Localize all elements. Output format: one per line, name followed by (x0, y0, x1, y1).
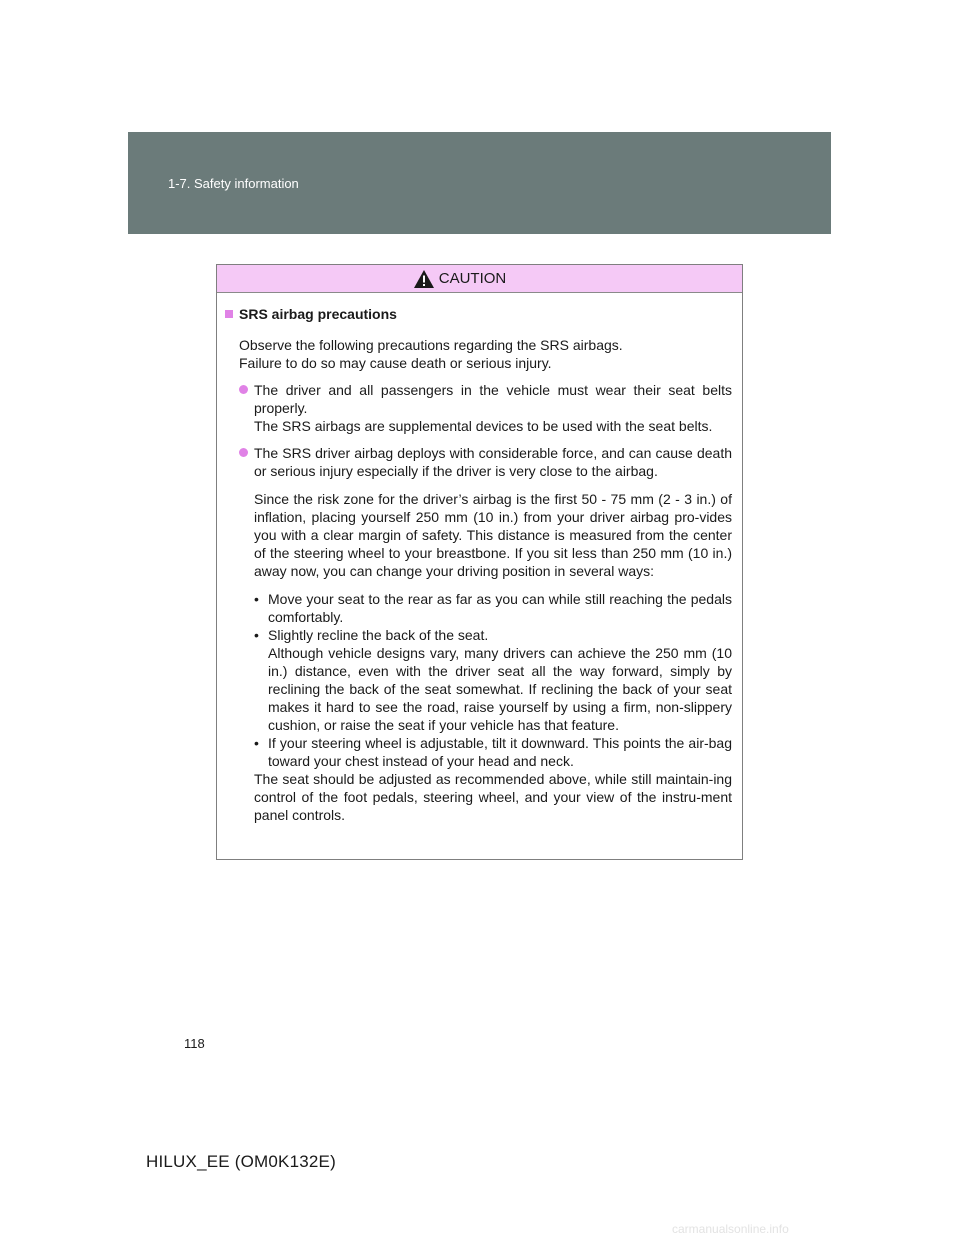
dot-item-recline-text: Slightly recline the back of the seat. (268, 627, 489, 643)
watermark: carmanualsonline.info (672, 1222, 789, 1236)
caution-box (216, 264, 743, 860)
dot-marker: • (254, 627, 259, 643)
dot-item-recline (225, 626, 732, 734)
dot-marker: • (254, 735, 259, 751)
page-number: 118 (184, 1036, 205, 1051)
document-code: HILUX_EE (OM0K132E) (146, 1152, 336, 1171)
square-bullet-icon (225, 310, 233, 318)
dot-item-steering-text: If your steering wheel is adjustable, tilt it downward. This points the air-bag toward your chest instead of your head and neck. (268, 735, 732, 769)
caution-label: CAUTION (438, 270, 507, 287)
warning-triangle-icon (413, 269, 435, 289)
bullet-seat-belts (225, 381, 732, 435)
dot-marker: • (254, 591, 259, 607)
caution-heading-text: SRS airbag precautions (239, 306, 397, 322)
section-header-bar (128, 132, 831, 234)
dot-item-move-seat-text: Move your seat to the rear as far as you can while still reaching the pedals comfortably. (268, 591, 732, 625)
closing-paragraph: The seat should be adjusted as recommended above, while still maintain-ing control of the foot pedals, steering wheel, and your view of the instru-ment panel controls. (254, 771, 732, 823)
dot-item-steering (225, 734, 732, 770)
bullet-seat-belts-note: The SRS airbags are supplemental devices to be used with the seat belts. (254, 418, 713, 434)
caution-heading (225, 305, 732, 323)
round-bullet-icon (239, 448, 248, 457)
dot-item-move-seat (225, 590, 732, 626)
bullet-seat-belts-text: The driver and all passengers in the vehicle must wear their seat belts properly. (254, 382, 732, 416)
risk-zone-paragraph: Since the risk zone for the driver’s airbag is the first 50 - 75 mm (2 - 3 in.) of inflation, placing yourself 250 mm (10 in.) from your driver airbag pro-vides you with a clear margin of safety. This distance is measured from the center of the steering wheel to your breastbone. If you sit less than 250 mm (10 in.) away now, you can change your driving position in several ways: (254, 491, 732, 579)
bullet-driver-airbag-text: The SRS driver airbag deploys with considerable force, and can cause death or serious injury especially if the driver is very close to the airbag. (254, 445, 732, 479)
round-bullet-icon (239, 385, 248, 394)
recline-detail-text: Although vehicle designs vary, many drivers can achieve the 250 mm (10 in.) distance, even with the driver seat all the way forward, simply by reclining the back of the seat somewhat. If reclining the back of your seat makes it hard to see the road, raise yourself by using a firm, non-slippery cushion, or raise the seat if your vehicle has that feature. (268, 645, 732, 733)
section-title: 1-7. Safety information (168, 176, 299, 191)
intro-line-1: Observe the following precautions regarding the SRS airbags. (239, 337, 623, 353)
intro-line-2: Failure to do so may cause death or serious injury. (239, 355, 552, 371)
bullet-driver-airbag (225, 444, 732, 480)
caution-header (217, 265, 742, 293)
caution-body (217, 293, 742, 824)
